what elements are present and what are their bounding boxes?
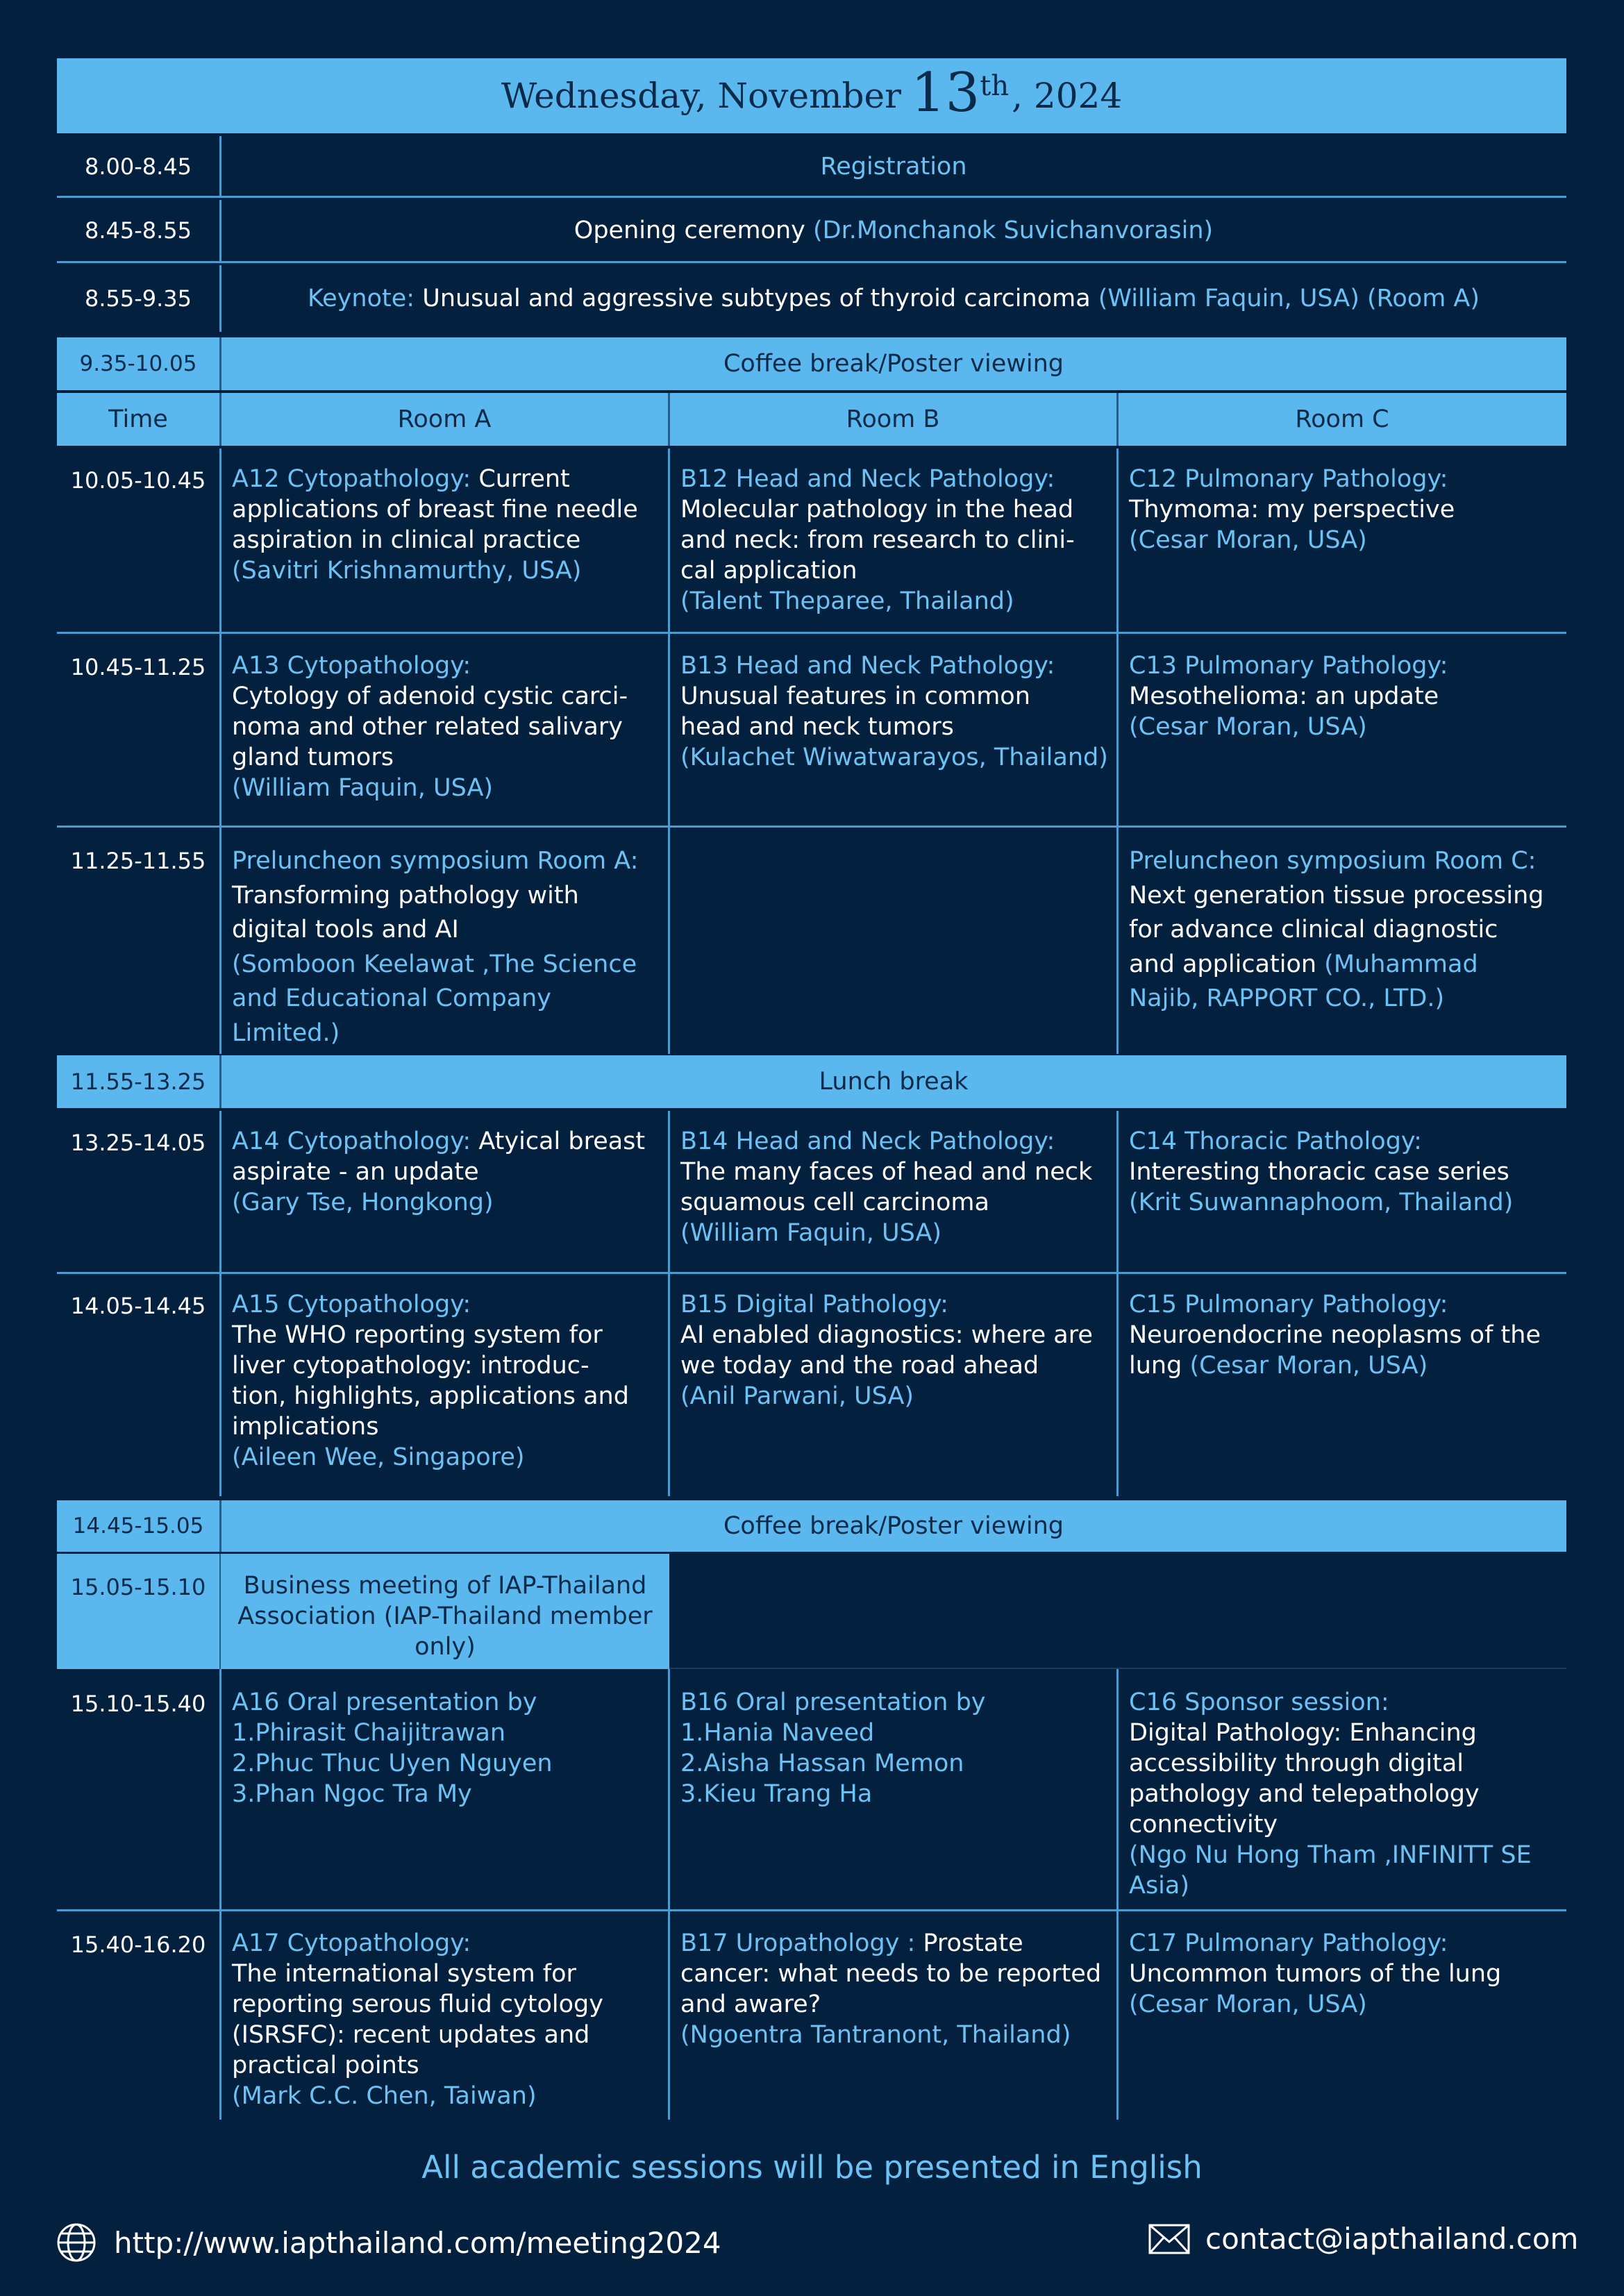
session-text: gland tumors [232,744,394,771]
keynote-speaker: (William Faquin, USA) (Room A) [1098,285,1480,312]
presenter: 1.Phirasit Chaijitrawan [232,1719,506,1747]
room-b-session [669,1111,1116,1248]
session-text: implications [232,1413,379,1441]
session-speaker: (Anil Parwani, USA) [680,1382,914,1410]
session-title: A13 Cytopathology: [232,652,471,680]
room-c-session [1118,449,1566,555]
session-speaker: (Somboon Keelawat ,The Science [232,950,637,978]
divider [668,828,670,1054]
time-cell: 8.45-8.55 [84,217,192,244]
presenter: 2.Phuc Thuc Uyen Nguyen [232,1750,553,1777]
presenter: 2.Aisha Hassan Memon [680,1750,964,1777]
session-speaker: (William Faquin, USA) [680,1219,942,1247]
session-text: Prostate [915,1929,1023,1957]
room-c-session [1118,1669,1566,1901]
keynote-text [221,265,1566,332]
business-meeting-text: Business meeting of IAP-Thailand [243,1572,647,1600]
session-text: Uncommon tumors of the lung [1129,1960,1502,1988]
language-note: All academic sessions will be presented in English [421,2149,1203,2186]
session-text: for advance clinical diagnostic [1129,916,1498,944]
session-title: Preluncheon symposium Room C: [1129,847,1537,875]
session-text: Cytology of adenoid cystic carci- [232,682,628,710]
session-text: we today and the road ahead [680,1352,1039,1380]
session-row [57,1669,1566,1911]
time-cell: 13.25-14.05 [70,1130,206,1156]
time-cell: 8.00-8.45 [84,153,192,180]
session-text: squamous cell carcinoma [680,1189,989,1216]
session-speaker: (Krit Suwannaphoom, Thailand) [1129,1189,1514,1216]
session-speaker: (Talent Theparee, Thailand) [680,587,1014,615]
session-row [57,1111,1566,1272]
room-header [57,393,1566,446]
time-cell: 10.45-11.25 [70,654,206,680]
session-speaker: (Muhammad [1324,950,1478,978]
business-meeting-text: Association (IAP-Thailand member [237,1602,653,1630]
keynote-label: Keynote: [307,285,415,312]
opening-title: Opening ceremony [574,217,813,244]
session-speaker: (Cesar Moran, USA) [1189,1352,1428,1380]
session-text: Next generation tissue processing [1129,881,1544,910]
time-header: Time [108,405,168,433]
row-opening [57,200,1566,261]
registration-text: Registration [820,153,967,181]
room-a-header: Room A [397,405,492,433]
session-text: connectivity [1129,1811,1278,1838]
room-b-session [669,1911,1116,2050]
room-c-session [1118,1274,1566,1381]
session-text: liver cytopathology: introduc- [232,1352,589,1380]
room-a-session [221,1111,668,1218]
session-title: B14 Head and Neck Pathology: [680,1128,1055,1155]
presenter: 1.Hania Naveed [680,1719,875,1747]
session-title: C17 Pulmonary Pathology: [1129,1929,1448,1957]
session-text: Atyical breast [471,1128,646,1155]
row-divider [57,196,1566,198]
globe-icon [56,2222,97,2263]
website-link[interactable] [56,2222,721,2263]
room-c-session [1118,828,1566,1016]
session-text: accessibility through digital [1129,1750,1464,1777]
time-cell: 15.10-15.40 [70,1691,206,1717]
page-title [57,58,1566,133]
opening-text [221,200,1566,261]
session-title: B12 Head and Neck Pathology: [680,465,1055,493]
room-b-header: Room B [846,405,940,433]
email-address[interactable]: contact@iapthailand.com [1205,2222,1579,2256]
session-row [57,449,1566,632]
time-cell: 14.05-14.45 [70,1293,206,1319]
business-meeting-text: only) [415,1633,476,1661]
session-title: B13 Head and Neck Pathology: [680,652,1055,680]
website-url[interactable]: http://www.iapthailand.com/meeting2024 [114,2225,721,2260]
coffee-break-text: Coffee break/Poster viewing [723,350,1064,378]
session-title: C12 Pulmonary Pathology: [1129,465,1448,493]
session-text: digital tools and AI [232,916,459,944]
session-text: aspiration in clinical practice [232,526,581,554]
session-text: (ISRSFC): recent updates and [232,2021,590,2049]
title-weekday-month: Wednesday, November [501,76,901,116]
time-cell: 8.55-9.35 [84,285,192,312]
session-text: Transforming pathology with [232,881,579,910]
session-text: Interesting thoracic case series [1129,1158,1509,1186]
session-speaker: (Ngo Nu Hong Tham ,INFINITT SE [1129,1841,1532,1869]
session-speaker: Najib, RAPPORT CO., LTD.) [1129,984,1445,1012]
session-text: head and neck tumors [680,713,954,741]
session-text: cal application [680,557,857,585]
room-b-session [669,449,1116,617]
row-keynote [57,265,1566,332]
row-coffee-break [57,337,1566,390]
session-row [57,1274,1566,1496]
session-title: C13 Pulmonary Pathology: [1129,652,1448,680]
session-text: Mesothelioma: an update [1129,682,1439,710]
session-speaker: (Kulachet Wiwatwarayos, Thailand) [680,744,1108,771]
row-lunch-break [57,1055,1566,1108]
session-text: reporting serous fluid cytology [232,1991,603,2018]
session-title: Preluncheon symposium Room A: [232,847,639,875]
session-title: C16 Sponsor session: [1129,1689,1389,1716]
session-text: practical points [232,2052,419,2079]
presenter: 3.Phan Ngoc Tra My [232,1780,472,1808]
room-a-session [221,828,668,1050]
session-text: The international system for [232,1960,576,1988]
row-coffee-break [57,1500,1566,1552]
session-speaker: (William Faquin, USA) [232,774,494,802]
session-text: cancer: what needs to be reported [680,1960,1102,1988]
title-day-suffix: th [980,70,1010,102]
coffee-break-text: Coffee break/Poster viewing [723,1512,1064,1540]
session-text: and neck: from research to clini- [680,526,1075,554]
title-day: 13 [911,62,980,124]
business-meeting [221,1554,669,1669]
room-c-session [1118,1111,1566,1218]
session-text: Thymoma: my perspective [1129,496,1455,523]
opening-speaker: (Dr.Monchanok Suvichanvorasin) [812,217,1214,244]
session-title: C15 Pulmonary Pathology: [1129,1291,1448,1318]
session-text: Molecular pathology in the head [680,496,1074,523]
session-title: C14 Thoracic Pathology: [1129,1128,1422,1155]
session-text: Digital Pathology: Enhancing [1129,1719,1477,1747]
time-cell: 15.05-15.10 [57,1554,219,1669]
session-row [57,1911,1566,2120]
session-title: A17 Cytopathology: [232,1929,471,1957]
time-cell: 11.55-13.25 [70,1069,206,1095]
session-title: B15 Digital Pathology: [680,1291,948,1318]
lunch-break-text: Lunch break [819,1068,969,1096]
session-title: A12 Cytopathology: [232,465,471,493]
session-title: B17 Uropathology : [680,1929,916,1957]
session-text: applications of breast fine needle [232,496,638,523]
row-divider [57,261,1566,263]
room-a-session [221,634,668,803]
session-text: The many faces of head and neck [680,1158,1093,1186]
room-c-session [1118,1911,1566,2020]
session-text: Unusual features in common [680,682,1030,710]
room-c-session [1118,634,1566,742]
session-title: A14 Cytopathology: [232,1128,471,1155]
session-title: B16 Oral presentation by [680,1689,986,1716]
session-text: pathology and telepathology [1129,1780,1480,1808]
session-row [57,634,1566,826]
session-text: Neuroendocrine neoplasms of the [1129,1321,1541,1349]
session-speaker: Asia) [1129,1872,1190,1900]
session-text: AI enabled diagnostics: where are [680,1321,1093,1349]
session-text: tion, highlights, applications and [232,1382,629,1410]
session-speaker: (Cesar Moran, USA) [1129,1991,1367,2018]
room-c-header: Room C [1295,405,1389,433]
session-text: Current [471,465,570,493]
room-b-session [669,1274,1116,1411]
title-year: , 2024 [1012,76,1123,116]
session-speaker: (Gary Tse, Hongkong) [232,1189,494,1216]
session-text: and application [1129,950,1325,978]
session-text: and aware? [680,1991,821,2018]
time-cell: 14.45-15.05 [72,1514,204,1539]
room-a-session [221,1911,668,2111]
session-speaker: (Cesar Moran, USA) [1129,713,1367,741]
session-speaker: (Aileen Wee, Singapore) [232,1443,525,1471]
session-text: noma and other related salivary [232,713,623,741]
session-title: A16 Oral presentation by [232,1689,537,1716]
room-a-session [221,1669,668,1809]
time-cell: 15.40-16.20 [70,1932,206,1958]
session-speaker: (Cesar Moran, USA) [1129,526,1367,554]
session-text: The WHO reporting system for [232,1321,603,1349]
room-b-session [669,1669,1116,1809]
envelope-icon [1148,2224,1190,2254]
room-a-session [221,449,668,586]
room-b-session [669,634,1116,773]
time-cell: 10.05-10.45 [70,467,206,494]
session-speaker: (Savitri Krishnamurthy, USA) [232,557,582,585]
session-speaker: (Ngoentra Tantranont, Thailand) [680,2021,1071,2049]
row-registration [57,136,1566,197]
session-speaker: and Educational Company [232,984,552,1012]
session-text: aspirate - an update [232,1158,479,1186]
session-speaker: Limited.) [232,1019,340,1047]
presenter: 3.Kieu Trang Ha [680,1780,873,1808]
email-link[interactable] [1148,2222,1578,2256]
session-text: lung [1129,1352,1190,1380]
session-row [57,828,1566,1054]
keynote-title: Unusual and aggressive subtypes of thyroid carcinoma [415,285,1098,312]
session-title: A15 Cytopathology: [232,1291,471,1318]
session-speaker: (Mark C.C. Chen, Taiwan) [232,2082,537,2110]
row-business-meeting [57,1554,1566,1669]
time-cell: 9.35-10.05 [79,351,197,376]
time-cell: 11.25-11.55 [70,848,206,874]
room-a-session [221,1274,668,1473]
